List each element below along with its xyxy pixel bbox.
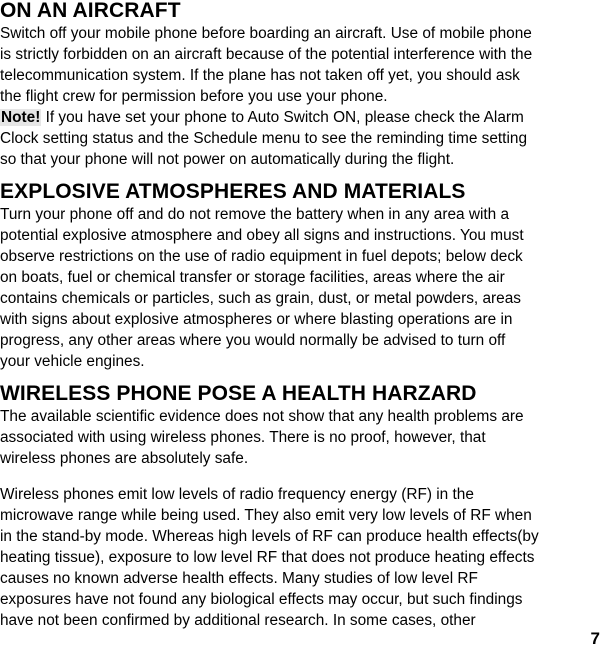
note-line [0, 107, 602, 128]
text-line: have not been confirmed by additional research. In some cases, other [0, 612, 476, 629]
text-line: your vehicle engines. [0, 353, 145, 370]
text-line: with signs about explosive atmospheres or where blasting operations are in [0, 311, 513, 328]
text-line: telecommunication system. If the plane has not taken off yet, you should ask [0, 67, 520, 84]
text-line: heating tissue), exposure to low level RF that does not produce heating effects [0, 549, 535, 566]
text-line: progress, any other areas where you would normally be advised to turn off [0, 332, 506, 349]
heading-aircraft: ON AN AIRCRAFT [0, 0, 181, 22]
paragraph-health-evidence [0, 406, 602, 469]
section-health-rf [0, 484, 602, 631]
paragraph-aircraft [0, 23, 602, 170]
text-line: contains chemicals or particles, such as grain, dust, or metal powders, areas [0, 290, 521, 307]
text-line: Wireless phones emit low levels of radio frequency energy (RF) in the [0, 486, 474, 503]
section-health [0, 382, 602, 469]
note-label: Note! [1, 109, 41, 126]
text-line: associated with using wireless phones. There is no proof, however, that [0, 429, 486, 446]
heading-health: WIRELESS PHONE POSE A HEALTH HARZARD [0, 382, 477, 405]
text-line: on boats, fuel or chemical transfer or storage facilities, areas where the air [0, 269, 505, 286]
section-aircraft [0, 0, 602, 170]
text-line: Switch off your mobile phone before boarding an aircraft. Use of mobile phone [0, 25, 532, 42]
paragraph-health-rf [0, 484, 602, 631]
text-line: potential explosive atmosphere and obey all signs and instructions. You must [0, 227, 524, 244]
text-line: in the stand-by mode. Whereas high levels of RF can produce health effects(by [0, 528, 539, 545]
paragraph-explosive [0, 204, 602, 372]
text-line: Turn your phone off and do not remove the battery when in any area with a [0, 206, 510, 223]
text-line: The available scientific evidence does not show that any health problems are [0, 408, 524, 425]
text-line: is strictly forbidden on an aircraft because of the potential interference with the [0, 46, 533, 63]
text-line: Clock setting status and the Schedule menu to see the reminding time setting [0, 130, 528, 147]
text-line: causes no known adverse health effects. Many studies of low level RF [0, 570, 478, 587]
text-line: microwave range while being used. They also emit very low levels of RF when [0, 507, 532, 524]
text-line: the flight crew for permission before you use your phone. [0, 88, 388, 105]
text-line: exposures have not found any biological effects may occur, but such findings [0, 591, 523, 608]
note-text: If you have set your phone to Auto Switch ON, please check the Alarm [41, 109, 524, 126]
text-line: so that your phone will not power on automatically during the flight. [0, 151, 455, 168]
heading-explosive: EXPLOSIVE ATMOSPHERES AND MATERIALS [0, 180, 466, 203]
page-number: 7 [590, 629, 600, 648]
text-line: wireless phones are absolutely safe. [0, 450, 249, 467]
section-explosive [0, 180, 602, 372]
text-line: observe restrictions on the use of radio equipment in fuel depots; below deck [0, 248, 523, 265]
